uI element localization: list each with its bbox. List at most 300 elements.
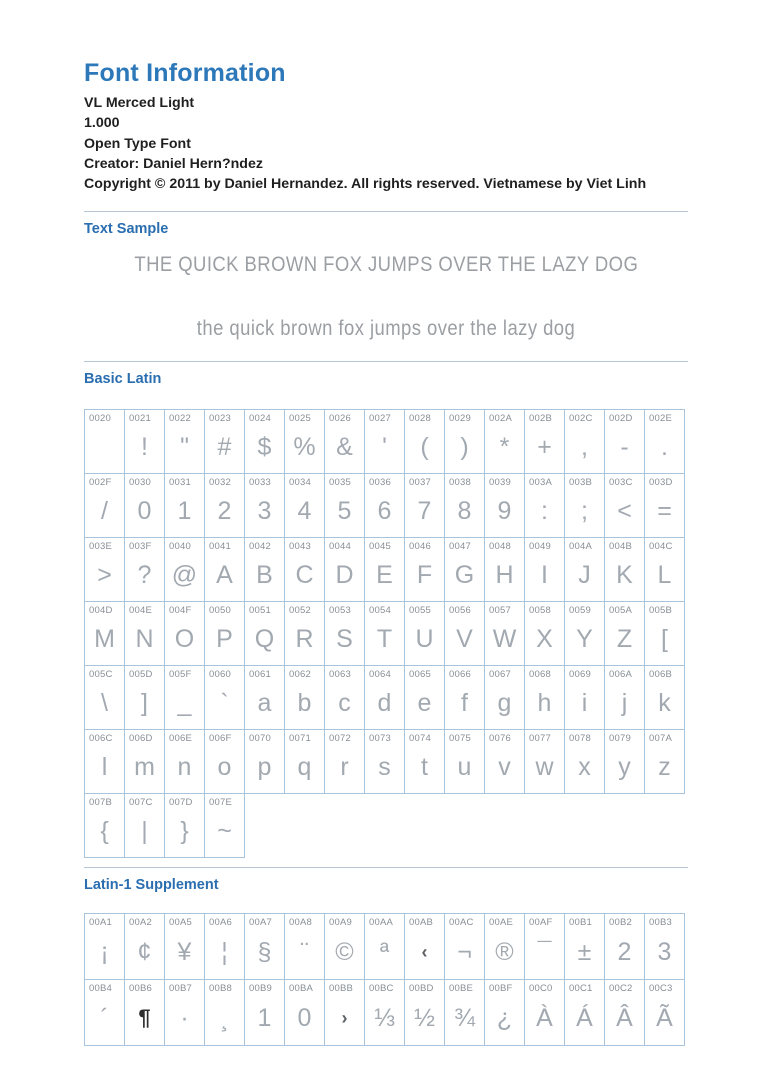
codepoint-label: 00AC — [449, 917, 474, 929]
glyph-cell-00A1 — [85, 914, 125, 980]
codepoint-label: 0026 — [329, 413, 351, 425]
glyph-sample: _ — [177, 689, 192, 718]
codepoint-label: 002A — [489, 413, 512, 425]
codepoint-label: 00C1 — [569, 983, 593, 995]
glyph-cell-00BD — [405, 980, 445, 1046]
glyph-sample: l — [101, 753, 108, 782]
glyph-cell-006D — [125, 730, 165, 794]
glyph-cell-00C3 — [645, 980, 685, 1046]
glyph-cell-0032 — [205, 474, 245, 538]
glyph-cell-0078 — [565, 730, 605, 794]
codepoint-label: 0020 — [89, 413, 111, 425]
glyph-sample: ¥ — [177, 938, 192, 967]
glyph-cell-0079 — [605, 730, 645, 794]
glyph-row — [85, 666, 685, 730]
codepoint-label: 00AA — [369, 917, 394, 929]
glyph-cell-0063 — [325, 666, 365, 730]
codepoint-label: 0053 — [329, 605, 351, 617]
glyph-sample: y — [618, 753, 631, 782]
glyph-cell-00AC — [445, 914, 485, 980]
basic-latin-glyph-table — [84, 409, 685, 858]
glyph-cell-0041 — [205, 538, 245, 602]
codepoint-label: 004B — [609, 541, 632, 553]
glyph-sample: ¶ — [138, 1005, 151, 1031]
glyph-cell-004F — [165, 602, 205, 666]
basic-latin-heading: Basic Latin — [84, 371, 162, 388]
glyph-cell-00A9 — [325, 914, 365, 980]
glyph-cell-003D — [645, 474, 685, 538]
glyph-sample: 5 — [337, 497, 352, 526]
codepoint-label: 0054 — [369, 605, 391, 617]
text-sample-lowercase-text: the quick brown fox jumps over the lazy dog — [196, 317, 576, 341]
codepoint-label: 002F — [89, 477, 112, 489]
codepoint-label: 0079 — [609, 733, 631, 745]
glyph-sample: b — [297, 689, 312, 718]
glyph-sample: f — [461, 689, 468, 718]
glyph-cell-004A — [565, 538, 605, 602]
glyph-sample: r — [340, 753, 349, 782]
codepoint-label: 0062 — [289, 669, 311, 681]
codepoint-label: 00A9 — [329, 917, 352, 929]
glyph-cell-007B — [85, 794, 125, 858]
glyph-cell-007C — [125, 794, 165, 858]
glyph-cell-0029 — [445, 410, 485, 474]
codepoint-label: 005A — [609, 605, 632, 617]
codepoint-label: 0044 — [329, 541, 351, 553]
glyph-sample: o — [217, 753, 232, 782]
codepoint-label: 0039 — [489, 477, 511, 489]
glyph-cell-0052 — [285, 602, 325, 666]
section-divider — [84, 867, 688, 868]
glyph-sample: g — [497, 689, 512, 718]
codepoint-label: 0023 — [209, 413, 231, 425]
glyph-sample: Â — [616, 1004, 633, 1033]
glyph-sample: ! — [141, 433, 148, 462]
glyph-cell-002C — [565, 410, 605, 474]
glyph-sample: : — [541, 497, 548, 526]
glyph-sample: ] — [141, 689, 148, 718]
codepoint-label: 0078 — [569, 733, 591, 745]
glyph-sample: a — [257, 689, 272, 718]
codepoint-label: 0057 — [489, 605, 511, 617]
codepoint-label: 0032 — [209, 477, 231, 489]
codepoint-label: 0063 — [329, 669, 351, 681]
glyph-cell-0034 — [285, 474, 325, 538]
glyph-sample: I — [541, 561, 548, 590]
glyph-sample: ¿ — [496, 1004, 513, 1033]
glyph-cell-005C — [85, 666, 125, 730]
codepoint-label: 0043 — [289, 541, 311, 553]
glyph-cell-0072 — [325, 730, 365, 794]
glyph-sample: Q — [254, 625, 275, 654]
codepoint-label: 00BC — [369, 983, 394, 995]
glyph-cell-00A7 — [245, 914, 285, 980]
glyph-sample: j — [621, 689, 628, 718]
glyph-sample: ~ — [217, 817, 232, 846]
codepoint-label: 00B9 — [249, 983, 272, 995]
glyph-sample: S — [336, 625, 353, 654]
glyph-cell-0054 — [365, 602, 405, 666]
glyph-sample: ' — [382, 433, 387, 462]
glyph-cell-006F — [205, 730, 245, 794]
glyph-sample: $ — [257, 433, 272, 462]
glyph-cell-00C2 — [605, 980, 645, 1046]
codepoint-label: 0065 — [409, 669, 431, 681]
glyph-sample: u — [457, 753, 472, 782]
glyph-cell-003E — [85, 538, 125, 602]
glyph-cell-0045 — [365, 538, 405, 602]
glyph-cell-0068 — [525, 666, 565, 730]
codepoint-label: 00BD — [409, 983, 434, 995]
glyph-cell-0075 — [445, 730, 485, 794]
glyph-cell-002E — [645, 410, 685, 474]
glyph-sample: H — [495, 561, 514, 590]
glyph-cell-004D — [85, 602, 125, 666]
glyph-cell-00B4 — [85, 980, 125, 1046]
codepoint-label: 007B — [89, 797, 112, 809]
glyph-cell-003B — [565, 474, 605, 538]
glyph-cell-0037 — [405, 474, 445, 538]
glyph-cell-003F — [125, 538, 165, 602]
codepoint-label: 0028 — [409, 413, 431, 425]
glyph-sample: ª — [379, 938, 390, 967]
glyph-sample: ¦ — [221, 938, 228, 967]
glyph-sample: s — [378, 753, 391, 782]
codepoint-label: 00B7 — [169, 983, 192, 995]
glyph-sample: . — [661, 433, 668, 462]
glyph-cell-005B — [645, 602, 685, 666]
glyph-sample: 0 — [137, 497, 152, 526]
glyph-cell-007A — [645, 730, 685, 794]
codepoint-label: 00B1 — [569, 917, 592, 929]
glyph-cell-00A2 — [125, 914, 165, 980]
codepoint-label: 0036 — [369, 477, 391, 489]
section-divider — [84, 211, 688, 212]
codepoint-label: 0041 — [209, 541, 231, 553]
codepoint-label: 0058 — [529, 605, 551, 617]
glyph-sample: ¸ — [220, 1004, 229, 1033]
glyph-cell-0057 — [485, 602, 525, 666]
glyph-cell-0070 — [245, 730, 285, 794]
glyph-sample: 6 — [377, 497, 392, 526]
glyph-sample: { — [100, 817, 109, 846]
codepoint-label: 00AF — [529, 917, 553, 929]
codepoint-label: 006E — [169, 733, 192, 745]
codepoint-label: 0030 — [129, 477, 151, 489]
codepoint-label: 0071 — [289, 733, 311, 745]
codepoint-label: 006C — [89, 733, 113, 745]
codepoint-label: 00B4 — [89, 983, 112, 995]
glyph-row — [85, 730, 685, 794]
codepoint-label: 0067 — [489, 669, 511, 681]
glyph-cell-006E — [165, 730, 205, 794]
glyph-cell-0077 — [525, 730, 565, 794]
glyph-sample: 4 — [297, 497, 312, 526]
glyph-sample: z — [658, 753, 671, 782]
glyph-sample: 1 — [257, 1004, 272, 1033]
glyph-sample: § — [257, 938, 272, 967]
codepoint-label: 0066 — [449, 669, 471, 681]
codepoint-label: 0051 — [249, 605, 271, 617]
glyph-sample: A — [216, 561, 233, 590]
glyph-sample: M — [94, 625, 115, 654]
glyph-sample: - — [620, 433, 629, 462]
codepoint-label: 0021 — [129, 413, 151, 425]
glyph-cell-005F — [165, 666, 205, 730]
glyph-sample: D — [335, 561, 354, 590]
codepoint-label: 003F — [129, 541, 152, 553]
glyph-row — [85, 538, 685, 602]
glyph-cell-004C — [645, 538, 685, 602]
glyph-sample: U — [415, 625, 434, 654]
codepoint-label: 00BF — [489, 983, 513, 995]
glyph-cell-0042 — [245, 538, 285, 602]
glyph-cell-0047 — [445, 538, 485, 602]
glyph-cell-0076 — [485, 730, 525, 794]
glyph-cell-0039 — [485, 474, 525, 538]
codepoint-label: 006D — [129, 733, 153, 745]
glyph-sample: c — [338, 689, 351, 718]
glyph-sample: 2 — [217, 497, 232, 526]
codepoint-label: 005B — [649, 605, 672, 617]
glyph-cell-0048 — [485, 538, 525, 602]
glyph-sample: > — [97, 561, 112, 590]
codepoint-label: 0060 — [209, 669, 231, 681]
codepoint-label: 0027 — [369, 413, 391, 425]
glyph-cell-00C0 — [525, 980, 565, 1046]
glyph-sample: k — [658, 689, 671, 718]
page-title: Font Information — [84, 59, 286, 87]
codepoint-label: 006B — [649, 669, 672, 681]
glyph-sample: w — [535, 753, 554, 782]
glyph-sample: 9 — [497, 497, 512, 526]
latin1-supplement-heading: Latin-1 Supplement — [84, 877, 219, 894]
codepoint-label: 00B6 — [129, 983, 152, 995]
glyph-sample: L — [657, 561, 672, 590]
glyph-cell-00B7 — [165, 980, 205, 1046]
glyph-sample: t — [421, 753, 428, 782]
codepoint-label: 0035 — [329, 477, 351, 489]
glyph-cell-0043 — [285, 538, 325, 602]
glyph-cell-0062 — [285, 666, 325, 730]
glyph-sample: < — [617, 497, 632, 526]
glyph-sample: 8 — [457, 497, 472, 526]
glyph-cell-0056 — [445, 602, 485, 666]
glyph-sample: J — [578, 561, 591, 590]
glyph-sample: ‹ — [421, 941, 428, 962]
glyph-cell-0020 — [85, 410, 125, 474]
codepoint-label: 00A2 — [129, 917, 152, 929]
glyph-sample: E — [376, 561, 393, 590]
glyph-cell-00A6 — [205, 914, 245, 980]
glyph-cell-0046 — [405, 538, 445, 602]
codepoint-label: 0074 — [409, 733, 431, 745]
glyph-sample: Á — [576, 1004, 593, 1033]
glyph-cell-00AF — [525, 914, 565, 980]
codepoint-label: 00A8 — [289, 917, 312, 929]
glyph-sample: Z — [616, 625, 633, 654]
codepoint-label: 0073 — [369, 733, 391, 745]
glyph-sample: i — [581, 689, 588, 718]
glyph-sample: 3 — [657, 938, 672, 967]
codepoint-label: 007C — [129, 797, 153, 809]
glyph-sample: ¢ — [137, 938, 152, 967]
codepoint-label: 0077 — [529, 733, 551, 745]
glyph-cell-0038 — [445, 474, 485, 538]
codepoint-label: 00C3 — [649, 983, 673, 995]
glyph-sample: ® — [495, 938, 514, 967]
glyph-cell-0065 — [405, 666, 445, 730]
codepoint-label: 004D — [89, 605, 113, 617]
glyph-sample: 3 — [257, 497, 272, 526]
codepoint-label: 00C2 — [609, 983, 633, 995]
glyph-cell-00AE — [485, 914, 525, 980]
glyph-sample: 7 — [417, 497, 432, 526]
glyph-cell-0049 — [525, 538, 565, 602]
glyph-sample: ( — [420, 433, 429, 462]
codepoint-label: 0037 — [409, 477, 431, 489]
codepoint-label: 0052 — [289, 605, 311, 617]
text-sample-uppercase — [84, 253, 688, 277]
codepoint-label: 0061 — [249, 669, 271, 681]
glyph-cell-00A5 — [165, 914, 205, 980]
glyph-cell-0067 — [485, 666, 525, 730]
glyph-sample: } — [180, 817, 189, 846]
glyph-sample: À — [536, 1004, 553, 1033]
glyph-cell-0023 — [205, 410, 245, 474]
codepoint-label: 0040 — [169, 541, 191, 553]
glyph-sample: N — [135, 625, 154, 654]
glyph-cell-0058 — [525, 602, 565, 666]
glyph-cell-0050 — [205, 602, 245, 666]
font-name: VL Merced Light — [84, 95, 195, 111]
codepoint-label: 0070 — [249, 733, 271, 745]
glyph-cell-0066 — [445, 666, 485, 730]
glyph-cell-0071 — [285, 730, 325, 794]
glyph-sample: G — [454, 561, 475, 590]
glyph-sample: › — [341, 1007, 348, 1028]
glyph-sample: K — [616, 561, 633, 590]
glyph-sample: & — [336, 433, 353, 462]
codepoint-label: 0056 — [449, 605, 471, 617]
glyph-cell-0028 — [405, 410, 445, 474]
glyph-cell-00BC — [365, 980, 405, 1046]
glyph-cell-004B — [605, 538, 645, 602]
text-sample-lowercase — [84, 317, 688, 341]
glyph-row — [85, 602, 685, 666]
codepoint-label: 00B8 — [209, 983, 232, 995]
glyph-cell-00BF — [485, 980, 525, 1046]
codepoint-label: 005D — [129, 669, 153, 681]
codepoint-label: 003B — [569, 477, 592, 489]
glyph-cell-00B9 — [245, 980, 285, 1046]
glyph-cell-005A — [605, 602, 645, 666]
font-version: 1.000 — [84, 115, 120, 132]
glyph-cell-0055 — [405, 602, 445, 666]
glyph-sample: ¡ — [100, 938, 109, 967]
glyph-row — [85, 794, 685, 858]
glyph-cell-0026 — [325, 410, 365, 474]
codepoint-label: 0049 — [529, 541, 551, 553]
glyph-cell-00AA — [365, 914, 405, 980]
codepoint-label: 0029 — [449, 413, 471, 425]
text-sample-uppercase-text: THE QUICK BROWN FOX JUMPS OVER THE LAZY DOG — [134, 253, 638, 277]
glyph-cell-005D — [125, 666, 165, 730]
glyph-sample: ¬ — [457, 938, 472, 967]
glyph-sample: p — [257, 753, 272, 782]
codepoint-label: 004E — [129, 605, 152, 617]
codepoint-label: 0031 — [169, 477, 191, 489]
glyph-sample: ) — [460, 433, 469, 462]
glyph-cell-003C — [605, 474, 645, 538]
codepoint-label: 007D — [169, 797, 193, 809]
glyph-cell-0074 — [405, 730, 445, 794]
codepoint-label: 0045 — [369, 541, 391, 553]
glyph-sample: Y — [576, 625, 593, 654]
codepoint-label: 0047 — [449, 541, 471, 553]
glyph-sample: F — [416, 561, 433, 590]
glyph-cell-004E — [125, 602, 165, 666]
codepoint-label: 00AB — [409, 917, 434, 929]
glyph-cell-0059 — [565, 602, 605, 666]
codepoint-label: 0072 — [329, 733, 351, 745]
glyph-sample: · — [180, 1004, 189, 1033]
glyph-sample: O — [174, 625, 195, 654]
glyph-sample: C — [295, 561, 314, 590]
codepoint-label: 0024 — [249, 413, 271, 425]
glyph-cell-0053 — [325, 602, 365, 666]
glyph-sample: X — [536, 625, 553, 654]
codepoint-label: 0076 — [489, 733, 511, 745]
codepoint-label: 002E — [649, 413, 672, 425]
glyph-sample: + — [537, 433, 552, 462]
codepoint-label: 0064 — [369, 669, 391, 681]
glyph-sample: @ — [171, 561, 198, 590]
codepoint-label: 0046 — [409, 541, 431, 553]
codepoint-label: 003A — [529, 477, 552, 489]
codepoint-label: 005F — [169, 669, 192, 681]
glyph-cell-002B — [525, 410, 565, 474]
glyph-cell-00B1 — [565, 914, 605, 980]
glyph-row — [85, 410, 685, 474]
glyph-sample: ± — [577, 938, 592, 967]
glyph-sample: ½ — [414, 1004, 435, 1033]
codepoint-label: 002C — [569, 413, 593, 425]
glyph-cell-00B3 — [645, 914, 685, 980]
glyph-cell-0060 — [205, 666, 245, 730]
font-metadata — [84, 93, 688, 194]
codepoint-label: 0048 — [489, 541, 511, 553]
glyph-cell-007E — [205, 794, 245, 858]
codepoint-label: 0022 — [169, 413, 191, 425]
codepoint-label: 00C0 — [529, 983, 553, 995]
codepoint-label: 007A — [649, 733, 672, 745]
codepoint-label: 00AE — [489, 917, 514, 929]
glyph-cell-00A8 — [285, 914, 325, 980]
glyph-sample: ´ — [100, 1004, 109, 1033]
glyph-sample: ; — [581, 497, 588, 526]
glyph-sample: ` — [220, 689, 229, 718]
glyph-sample: | — [141, 817, 148, 846]
glyph-cell-0036 — [365, 474, 405, 538]
glyph-cell-002D — [605, 410, 645, 474]
glyph-row — [85, 914, 685, 980]
glyph-cell-00BE — [445, 980, 485, 1046]
glyph-sample: m — [134, 753, 155, 782]
glyph-cell-0022 — [165, 410, 205, 474]
glyph-cell-00B6 — [125, 980, 165, 1046]
codepoint-label: 0075 — [449, 733, 471, 745]
